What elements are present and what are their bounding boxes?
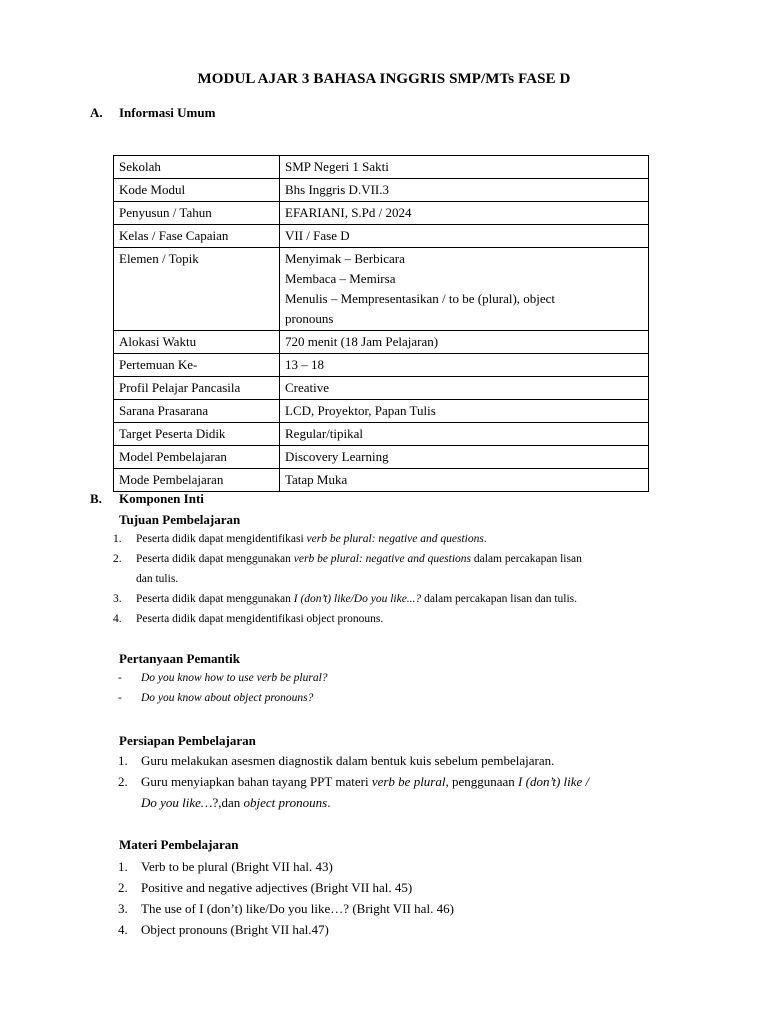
pemantik-question: Do you know about object pronouns? [141,692,314,704]
pemantik-dash: - [118,672,122,684]
persiapan-segment: Do you like… [141,795,213,810]
info-value [280,331,649,354]
info-row [114,202,649,225]
pemantik-heading: Pertanyaan Pemantik [119,651,240,666]
info-value [280,400,649,423]
persiapan-segment: , penggunaan [445,774,519,789]
info-key: Kode Modul [114,179,280,202]
info-key: Alokasi Waktu [114,331,280,354]
tujuan-item [113,589,696,609]
section-b-heading [0,491,768,509]
materi-heading: Materi Pembelajaran [119,837,239,852]
persiapan-item [118,771,701,792]
persiapan-segment: . [327,795,331,810]
info-value-line: Tatap Muka [285,472,348,487]
materi-text: The use of I (don’t) like/Do you like…? (Bright VII hal. 46) [141,901,454,916]
info-key: Kelas / Fase Capaian [114,225,280,248]
persiapan-number: 1. [118,753,128,768]
info-key: Sarana Prasarana [114,400,280,423]
info-value [280,156,649,179]
tujuan-text: Peserta didik dapat menggunakan [136,593,294,605]
info-value-line: Bhs Inggris D.VII.3 [285,182,389,197]
materi-number: 1. [118,859,128,874]
info-value-line: EFARIANI, S.Pd / 2024 [285,205,412,220]
info-row [114,354,649,377]
info-value [280,225,649,248]
tujuan-text: dan tulis. [136,573,179,585]
page-title: MODUL AJAR 3 BAHASA INGGRIS SMP/MTs FASE D [197,71,571,87]
pemantik-question: Do you know how to use verb be plural? [141,672,328,684]
persiapan-segment: Guru menyiapkan bahan tayang PPT materi [141,774,372,789]
info-value [280,377,649,400]
tujuan-item [113,549,696,569]
materi-text: Verb to be plural (Bright VII hal. 43) [141,859,333,874]
info-value-line: 13 – 18 [285,357,324,372]
section-a-heading [0,105,768,123]
tujuan-italic-text: verb be plural: negative and questions [293,553,472,565]
info-value [280,469,649,492]
persiapan-item [118,750,701,771]
info-key: Penyusun / Tahun [114,202,280,225]
materi-number: 3. [118,901,128,916]
persiapan-segment: object pronouns [243,795,328,810]
tujuan-italic-text: I (don’t) like/Do you like...? [293,593,422,605]
info-row [114,248,649,331]
info-row [114,156,649,179]
tujuan-list [113,529,696,629]
info-value-line: Membaca – Memirsa [285,271,396,286]
info-key: Target Peserta Didik [114,423,280,446]
info-value [280,354,649,377]
info-row [114,179,649,202]
materi-number: 2. [118,880,128,895]
info-value-line: 720 menit (18 Jam Pelajaran) [285,334,439,349]
tujuan-text: Peserta didik dapat mengidentifikasi object pronouns. [136,613,384,625]
pemantik-item [118,688,641,708]
info-value-line: Menyimak – Berbicara [285,251,405,266]
info-table [113,155,649,492]
info-row [114,225,649,248]
info-value-line: pronouns [285,311,334,326]
tujuan-text: Peserta didik dapat menggunakan [136,553,294,565]
pemantik-list [118,668,641,708]
materi-list [118,856,701,940]
info-value-line: Regular/tipikal [285,426,363,441]
info-row [114,446,649,469]
section-a-label: Informasi Umum [119,105,216,120]
materi-text: Positive and negative adjectives (Bright VII hal. 45) [141,880,413,895]
info-value [280,202,649,225]
persiapan-list [118,750,701,813]
info-key: Pertemuan Ke- [114,354,280,377]
tujuan-item [113,609,696,629]
info-key: Elemen / Topik [114,248,280,331]
materi-item [118,856,701,877]
tujuan-text: Peserta didik dapat mengidentifikasi [136,533,307,545]
section-a-letter: A. [90,105,103,120]
tujuan-heading: Tujuan Pembelajaran [119,512,241,527]
info-key: Mode Pembelajaran [114,469,280,492]
pemantik-item [118,668,641,688]
info-key: Model Pembelajaran [114,446,280,469]
tujuan-text-end: . [483,533,487,545]
tujuan-item [113,529,696,549]
persiapan-segment: I (don’t) like / [518,774,590,789]
info-row [114,469,649,492]
persiapan-segment: ?,dan [212,795,244,810]
tujuan-item [136,569,696,589]
persiapan-segment: Guru melakukan asesmen diagnostik dalam bentuk kuis sebelum pembelajaran. [141,753,555,768]
info-row [114,331,649,354]
info-value [280,248,649,331]
info-row [114,377,649,400]
section-b-letter: B. [90,491,102,506]
info-row [114,400,649,423]
info-value-line: LCD, Proyektor, Papan Tulis [285,403,436,418]
info-value-line: VII / Fase D [285,228,350,243]
materi-number: 4. [118,922,128,937]
persiapan-heading: Persiapan Pembelajaran [119,733,256,748]
tujuan-text-end: dalam percakapan lisan [471,553,582,565]
persiapan-item [141,792,701,813]
info-value [280,179,649,202]
info-value-line: Discovery Learning [285,449,389,464]
tujuan-italic-text: verb be plural: negative and questions [306,533,484,545]
tujuan-number: 4. [113,613,122,625]
section-b-label: Komponen Inti [119,491,204,506]
persiapan-number: 2. [118,774,128,789]
materi-text: Object pronouns (Bright VII hal.47) [141,922,329,937]
materi-item [118,919,701,940]
pemantik-dash: - [118,692,122,704]
info-key: Profil Pelajar Pancasila [114,377,280,400]
info-row [114,423,649,446]
tujuan-number: 3. [113,593,122,605]
info-table-body [114,156,649,492]
materi-item [118,877,701,898]
info-key: Sekolah [114,156,280,179]
info-value [280,446,649,469]
materi-item [118,898,701,919]
info-value-line: SMP Negeri 1 Sakti [285,159,389,174]
info-value-line: Creative [285,380,330,395]
persiapan-segment: verb be plural [371,774,446,789]
info-value [280,423,649,446]
tujuan-number: 2. [113,553,122,565]
info-value-line: Menulis – Mempresentasikan / to be (plural), object [285,291,556,306]
tujuan-number: 1. [113,533,122,545]
tujuan-text-end: dalam percakapan lisan dan tulis. [421,593,578,605]
